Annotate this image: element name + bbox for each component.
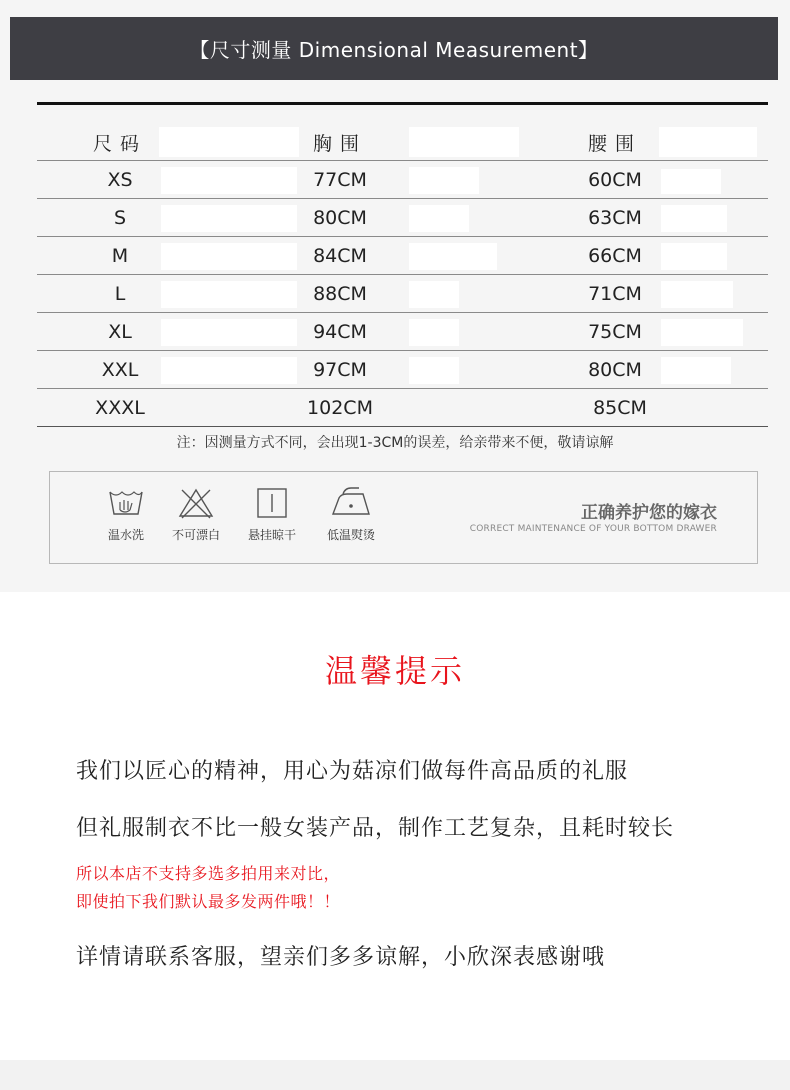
table-row — [37, 199, 768, 237]
care-title: 正确养护您的嫁衣 — [581, 503, 717, 523]
hang-dry-icon — [252, 486, 292, 520]
cell-waist: 80CM — [588, 358, 642, 381]
tips-title: 温馨提示 — [324, 652, 465, 690]
tips-line-3: 详情请联系客服，望亲们多多谅解，小欣深表感谢哦 — [76, 945, 606, 970]
cell-size: L — [114, 282, 126, 305]
care-subtitle: CORRECT MAINTENANCE OF YOUR BOTTOM DRAWER — [469, 524, 717, 534]
table-header-row — [37, 105, 768, 161]
care-item-hang — [232, 486, 312, 543]
iron-icon — [329, 486, 373, 520]
decor-box — [409, 281, 459, 308]
care-label: 悬挂晾干 — [247, 528, 296, 542]
size-table — [37, 102, 768, 427]
tips-red-line-2: 即使拍下我们默认最多发两件哦！！ — [76, 892, 341, 911]
header-waist: 腰围 — [587, 132, 642, 155]
cell-chest: 88CM — [313, 282, 367, 305]
table-row — [37, 275, 768, 313]
care-instructions-box — [49, 471, 758, 564]
cell-chest: 84CM — [313, 244, 367, 267]
tips-line-1: 我们以匠心的精神，用心为菇凉们做每件高品质的礼服 — [76, 759, 629, 784]
bottom-strip — [0, 1060, 790, 1090]
header-chest: 胸围 — [312, 132, 367, 155]
cell-chest: 80CM — [313, 206, 367, 229]
cell-size: XS — [107, 168, 133, 191]
cell-chest: 94CM — [313, 320, 367, 343]
measurement-note: 注：因测量方式不同，会出现1-3CM的误差，给亲带来不便，敬请谅解 — [176, 435, 614, 451]
cell-chest: 97CM — [313, 358, 367, 381]
cell-size: XL — [108, 320, 132, 343]
table-row — [37, 389, 768, 427]
table-row — [37, 351, 768, 389]
cell-waist: 75CM — [588, 320, 642, 343]
care-label: 低温熨烫 — [326, 528, 375, 542]
cell-waist: 66CM — [588, 244, 642, 267]
cell-waist: 63CM — [588, 206, 642, 229]
cell-chest: 77CM — [313, 168, 367, 191]
care-item-bleach — [156, 486, 236, 543]
cell-size: XXXL — [95, 396, 145, 419]
decor-box — [409, 243, 497, 270]
decor-box — [409, 357, 459, 384]
care-label: 不可漂白 — [171, 528, 220, 542]
tips-line-2: 但礼服制衣不比一般女装产品，制作工艺复杂，且耗时较长 — [76, 816, 675, 841]
care-label: 温水洗 — [107, 528, 144, 542]
header-title: 【尺寸测量 Dimensional Measurement】 — [189, 38, 599, 62]
cell-size: S — [113, 206, 127, 229]
cell-waist: 60CM — [588, 168, 642, 191]
table-row — [37, 237, 768, 275]
care-item-iron — [311, 486, 391, 543]
cell-size: M — [111, 244, 129, 267]
header-bar — [10, 17, 778, 80]
decor-box — [409, 319, 459, 346]
table-row — [37, 161, 768, 199]
table-row — [37, 313, 768, 351]
cell-chest: 102CM — [307, 396, 373, 419]
decor-box — [409, 127, 519, 157]
tips-red-line-1: 所以本店不支持多选多拍用来对比， — [76, 864, 341, 883]
cell-waist: 71CM — [588, 282, 642, 305]
decor-box — [409, 205, 469, 232]
header-size: 尺码 — [92, 132, 147, 155]
cell-size: XXL — [101, 358, 139, 381]
washtub-icon — [106, 486, 146, 520]
care-item-wash — [86, 486, 166, 543]
cell-waist: 85CM — [593, 396, 647, 419]
decor-box — [409, 167, 479, 194]
no-bleach-icon — [176, 486, 216, 520]
